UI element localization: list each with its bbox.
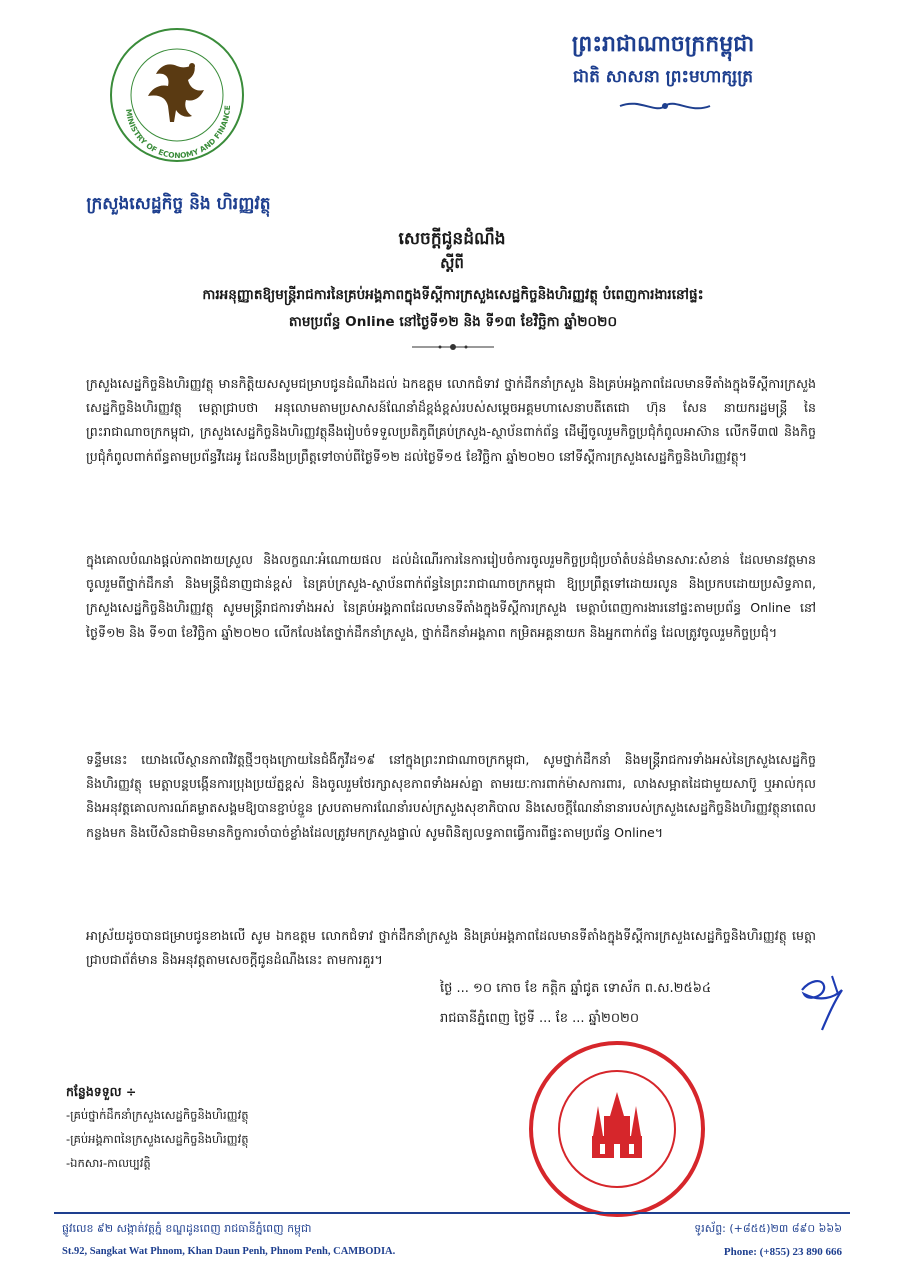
body-paragraph: អាស្រ័យដូចបានជម្រាបជូនខាងលើ សូម ឯកឧត្តម លោកជំទាវ ថ្នាក់ដឹកនាំក្រសួង និងគ្រប់អង្គភាពដែលមានទីតាំងក្នុងទីស្តីការក្រសួងសេដ្ឋកិច្ចនិងហិរញ្ញវត្ថុ មេត្តាជ្រាបជាព័ត៌មាន និងអនុវត្តតាមសេចក្តីជូនដំណឹងនេះ តាមការគួរ។	[86, 928, 816, 968]
ministry-logo	[108, 26, 246, 164]
recipient-item: -គ្រប់ថ្នាក់ដឹកនាំក្រសួងសេដ្ឋកិច្ចនិងហិរញ្ញវត្ថុ	[66, 1108, 249, 1122]
solar-date: រាជធានីភ្នំពេញ ថ្ងៃទី ... ខែ ... ឆ្នាំ២០២០	[440, 1011, 640, 1026]
footer-phone-kh: ទូរស័ព្ទ: (+៨៥៥)២៣ ៨៩០ ៦៦៦	[694, 1222, 842, 1235]
body-paragraph: ក្រសួងសេដ្ឋកិច្ចនិងហិរញ្ញវត្ថុ មានកិត្តិយសសូមជម្រាបជូនដំណឹងដល់ ឯកឧត្តម លោកជំទាវ ថ្នាក់ដឹកនាំក្រសួង និងគ្រប់អង្គភាពដែលមានទីតាំងក្នុងទីស្តីការក្រសួងសេដ្ឋកិច្ចនិងហិរញ្ញវត្ថុ មេត្តាជ្រាបថា អនុលោមតាមប្រសាសន៍ណែនាំដ៏ខ្ពង់ខ្ពស់របស់សម្តេចអគ្គមហាសេនាបតីតេជោ ហ៊ុន សែន នាយករដ្ឋមន្ត្រី នៃព្រះរាជាណាចក្រកម្ពុជា, ក្រសួងសេដ្ឋកិច្ចនិងហិរញ្ញវត្ថុនឹងរៀបចំទទួលប្រតិភូពីគ្រប់ក្រសួង-ស្ថាប័នពាក់ព័ន្ធ ដើម្បីចូលរួមកិច្ចប្រជុំកំពូលអាស៊ាន លើកទី៣៧ និងកិច្ចប្រជុំកំពូលពាក់ព័ន្ធតាមប្រព័ន្ធវីដេអូ ដែលនឹងប្រព្រឹត្តទៅចាប់ពីថ្ងៃទី១២ ដល់ថ្ងៃទី១៥ ខែវិច្ឆិកា ឆ្នាំ២០២០ នៅទីស្តីការក្រសួងសេដ្ឋកិច្ចនិងហិរញ្ញវត្ថុ។	[86, 376, 816, 464]
footer-phone-en: Phone: (+855) 23 890 666	[723, 1246, 842, 1258]
signature	[572, 972, 862, 1092]
recipient-item: -ឯកសារ-កាលប្បវត្តិ	[66, 1156, 151, 1170]
footer-address-kh: ផ្លូវលេខ ៩២ សង្កាត់វត្តភ្នំ ខណ្ឌដូនពេញ រាជធានីភ្នំពេញ កម្ពុជា	[62, 1222, 312, 1235]
recipients-title: កន្លែងទទួល ÷	[66, 1084, 137, 1099]
body-paragraph: ទន្ទឹមនេះ យោងលើស្ថានភាពវិវត្តថ្មីៗចុងក្រោយនៃជំងឺកូវីដ១៩ នៅក្នុងព្រះរាជាណាចក្រកម្ពុជា, សូមថ្នាក់ដឹកនាំ និងមន្ត្រីរាជការទាំងអស់នៃក្រសួងសេដ្ឋកិច្ចនិងហិរញ្ញវត្ថុ មេត្តាបន្តបង្កើនការប្រុងប្រយ័ត្នខ្ពស់ និងចូលរួមថែរក្សាសុខភាពទាំងអស់គ្នា តាមរយៈការពាក់ម៉ាសការពារ, លាងសម្អាតដៃជាមួយសាប៊ូ ឬអាល់កុល និងអនុវត្តគោលការណ៍គម្លាតសង្គមឱ្យបានខ្ជាប់ខ្ជួន ស្របតាមការណែនាំរបស់ក្រសួងសុខាភិបាល និងសេចក្តីណែនាំនានារបស់ក្រសួងសេដ្ឋកិច្ចនិងហិរញ្ញវត្ថុនាពេលកន្លងមក និងបើសិនជាមិនមានកិច្ចការចាំបាច់ខ្លាំងដែលត្រូវមកក្រសួងផ្ទាល់ សូមពិនិត្យលទ្ធភាពធ្វើការពីផ្ទះតាមប្រព័ន្ធ Online។	[86, 752, 816, 840]
ministry-name: ក្រសួងសេដ្ឋកិច្ច និង ហិរញ្ញវត្ថុ	[86, 194, 271, 214]
svg-text:MINISTRY OF ECONOMY AND FINANC	[124, 105, 232, 160]
kingdom-title: ព្រះរាជាណាចក្រកម្ពុជា	[571, 32, 755, 57]
ornament-divider	[410, 340, 496, 354]
subject-line-1: ការអនុញ្ញាតឱ្យមន្ត្រីរាជការនៃគ្រប់អង្គភាពក្នុងទីស្តីការក្រសួងសេដ្ឋកិច្ចនិងហិរញ្ញវត្ថុ បំពេញការងារនៅផ្ទះ	[202, 287, 704, 303]
lunar-date: ថ្ងៃ ... ១០ កោច ខែ កត្តិក ឆ្នាំជូត ទោស័ក ព.ស.២៥៦៤	[440, 981, 712, 996]
footer-address-en: St.92, Sangkat Wat Phnom, Khan Daun Penh, Phnom Penh, CAMBODIA.	[62, 1246, 396, 1257]
document-title: សេចក្តីជូនដំណឹង	[398, 229, 506, 249]
footer-divider	[54, 1212, 850, 1214]
recipient-item: -គ្រប់អង្គភាពនៃក្រសួងសេដ្ឋកិច្ចនិងហិរញ្ញវត្ថុ	[66, 1132, 249, 1146]
document-about: ស្តីពី	[440, 254, 464, 272]
subject-line-2: តាមប្រព័ន្ធ Online នៅថ្ងៃទី១២ និង ទី១៣ ខែវិច្ឆិកា ឆ្នាំ២០២០	[288, 314, 618, 330]
document-subject	[86, 282, 820, 336]
body-paragraph: ក្នុងគោលបំណងផ្តល់ភាពងាយស្រួល និងលក្ខណៈអំណោយផល ដល់ដំណើរការនៃការរៀបចំការចូលរួមកិច្ចប្រជុំប្រចាំតំបន់ដ៏មានសារៈសំខាន់ ដែលមានវត្តមានចូលរួមពីថ្នាក់ដឹកនាំ និងមន្ត្រីជំនាញជាន់ខ្ពស់ នៃគ្រប់ក្រសួង-ស្ថាប័នពាក់ព័ន្ធនៃព្រះរាជាណាចក្រកម្ពុជា ឱ្យប្រព្រឹត្តទៅដោយរលូន និងប្រកបដោយប្រសិទ្ធភាព, ក្រសួងសេដ្ឋកិច្ចនិងហិរញ្ញវត្ថុ សូមមន្ត្រីរាជការទាំងអស់ នៃគ្រប់អង្គភាពដែលមានទីតាំងក្នុងទីស្តីការក្រសួង មេត្តាបំពេញការងារនៅផ្ទះតាមប្រព័ន្ធ Online នៅថ្ងៃទី១២ និង ទី១៣ ខែវិច្ឆិកា ឆ្នាំ២០២០ លើកលែងតែថ្នាក់ដឹកនាំក្រសួង, ថ្នាក់ដឹកនាំអង្គភាព កម្រិតអគ្គនាយក និងអ្នកពាក់ព័ន្ធ ដែលត្រូវចូលរួមកិច្ចប្រជុំ។	[86, 552, 816, 640]
eagle-emblem	[148, 63, 204, 122]
logo-text: MINISTRY OF ECONOMY AND FINANCE	[123, 104, 233, 161]
ornament-divider	[615, 96, 715, 116]
national-motto: ជាតិ សាសនា ព្រះមហាក្សត្រ	[572, 67, 754, 87]
